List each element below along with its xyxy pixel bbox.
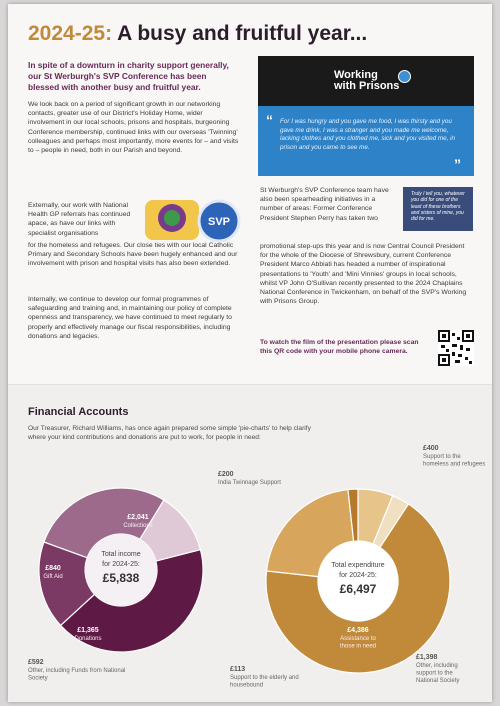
chart2-value-label-4: £113 [230,666,246,673]
chart2-category-label-0-line1: homeless and refugees [423,461,486,468]
paragraph-internal: Internally, we continue to develop our formal programmes of safeguarding and training and, in maintaining our policy of complete openness and transparency, we have continued to meet regularly to properly and effectively manage our fiscal responsibilities, including donations and legacies. [28,296,232,340]
page [8,4,492,702]
chart2-category-label-0-line0: Support to the [423,454,461,460]
chart2-category-label-3-line1: support to the [416,670,453,677]
chart2-value-label-0: £400 [423,445,439,452]
chart1-value-label-3: £592 [28,659,44,666]
chart2-value-label-2: £4,386 [347,627,369,634]
chart2-category-label-4-line1: housebound [230,682,264,689]
chart2-title-line2: for 2024-25: [339,572,377,579]
quote-text: For I was hungry and you gave me food, I was thirsty and you gave me drink, I was a stranger and you made me welcome, lacking clothes and you clothed me, sick and you visited me, in prison and you came to see me. [280,118,456,151]
lead-paragraph: In spite of a downturn in charity support generally, our St Werburgh's SVP Conference has been blessed with another busy and fruitful year. [28,60,229,92]
photo-caption: Truly I tell you, whatever you did for one of the least of these brothers and sisters of mine, you did for me. [411,191,465,223]
paragraph-external: Externally, our work with National Health GP referrals has continued apace, as have our links with specialist organisations [28,202,131,237]
financial-intro: Our Treasurer, Richard Williams, has once again prepared some simple 'pie-charts' to help clarify where your kind contributions and donations are put to work, for people in need: [28,425,311,441]
paragraph-schools: for the homeless and refugees. Our close ties with our local Catholic Primary and Secondary Schools have been hugely enhanced and our involvement with prison and hospital visits has also been extended. [28,242,238,268]
paragraph-presentations: promotional step-ups this year and is now Central Council President for the whole of the Diocese of Shrewsbury, current Conference President Marco Abbiati has headed a number of inspirational presentations to 'Youth' and 'Mini Vinnies' groups in local schools, whilst VP John O'Sullivan recently presented to the 2024 Chaplains National Conference in Twickenham, on behalf of the SVP's Working with Prisons Group. [260,243,467,306]
financial-heading: Financial Accounts [28,406,129,418]
chart1-category-label-3-line0: Other, including Funds from National [28,668,126,674]
close-quote-icon: ” [454,156,461,172]
chart1-category-label-3-line1: Society [28,675,48,682]
title-text: A busy and fruitful year... [117,22,368,45]
chart2-category-label-2-line1: those in need [339,643,377,650]
chart1-total: £5,838 [102,571,140,585]
title-year: 2024-25: [28,22,113,45]
chart2-center [318,541,398,621]
chart1-category-label-1-line0: Gift Aid [43,574,63,580]
chart2-category-label-2-line0: Assistance to [340,636,376,642]
chart2-category-label-4-line0: Support to the elderly and [230,675,299,681]
chart1-title-line2: for 2024-25: [102,561,140,568]
chart2-category-label-3-line0: Other, including [416,663,458,669]
chart1-value-label-2: £1,365 [77,627,99,634]
chart1-center [85,534,157,606]
chart2-value-label-1: £200 [218,471,234,478]
chart2-category-label-1-line0: India Twinnage Support [218,480,281,486]
open-quote-icon: “ [266,112,273,128]
chart2-total: £6,497 [339,582,377,596]
banner-title: Working with Prisons [334,69,400,92]
chart2-value-label-3: £1,398 [416,654,438,661]
paragraph-initiatives: St Werburgh's SVP Conference team have also been spearheading initiatives in a number of areas: Former Conference President Stephen Perry has taken two [260,187,389,222]
financial-charts [8,4,492,702]
chart1-category-label-0-line0: Collections [123,523,153,529]
qr-instructions: To watch the film of the presentation please scan this QR code with your mobile phone camera. [260,339,419,355]
chart1-value-label-1: £840 [45,565,61,572]
chart1-title-line1: Total income [101,551,141,558]
chart1-value-label-0: £2,041 [127,514,149,521]
chart1-category-label-2-line0: Donations [74,636,102,642]
chart2-category-label-3-line2: National Society [416,678,460,684]
chart2-title-line1: Total expenditure [331,562,385,569]
paragraph-growth: We look back on a period of significant growth in our networking contacts, greater use of our District's Holiday Home, wider involvement in our local schools, prisons and hospitals, burgeoning Conference membership, continued links with our overseas 'Twinning' colleagues and perhaps most importantly, more events for – and visits to – people in need, both in our Parish and beyond. [28,101,239,155]
svp-badge-text: SVP [207,216,231,228]
